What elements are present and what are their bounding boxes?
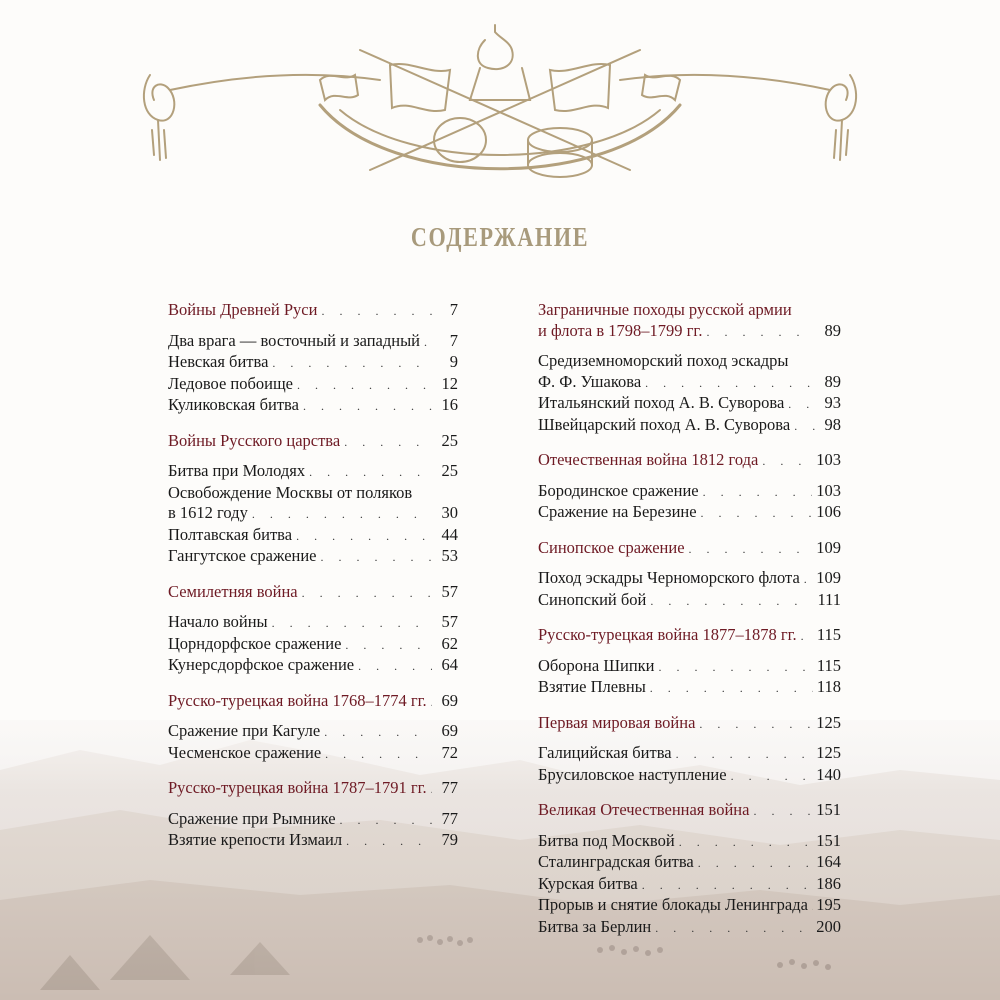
page-number: 89 xyxy=(824,371,841,391)
entry-title: Битва под Москвой xyxy=(538,830,675,850)
page-number: 140 xyxy=(816,764,841,784)
toc-section xyxy=(168,431,458,568)
section-title: Семилетняя война xyxy=(168,581,298,601)
dot-leader xyxy=(431,692,432,713)
toc-entry xyxy=(168,655,458,677)
entry-title: Итальянский поход А. В. Суворова xyxy=(538,393,785,412)
dot-leader xyxy=(645,373,815,394)
section-heading-line xyxy=(538,321,841,343)
toc-section xyxy=(538,800,841,938)
toc-entry xyxy=(538,372,841,394)
section-heading xyxy=(538,450,841,472)
section-title: Войны Русского царства xyxy=(168,430,341,450)
page-number: 93 xyxy=(824,393,841,412)
entry-title: Невская битва xyxy=(168,352,269,371)
toc-entry xyxy=(538,852,841,874)
toc-entry xyxy=(538,502,841,524)
page-number: 118 xyxy=(816,677,841,696)
entry-title: Ледовое побоище xyxy=(168,373,293,393)
page-number: 57 xyxy=(441,581,458,601)
page-number: 115 xyxy=(816,655,841,675)
toc-entry xyxy=(168,612,458,634)
dot-leader xyxy=(762,451,812,472)
page-number: 44 xyxy=(441,524,458,544)
toc-entry xyxy=(168,721,458,743)
section-heading xyxy=(538,713,841,735)
toc-section xyxy=(168,300,458,417)
entry-title: Бородинское сражение xyxy=(538,480,699,500)
entry-title: Оборона Шипки xyxy=(538,655,655,675)
toc-entry xyxy=(538,568,841,590)
dot-leader xyxy=(344,432,432,453)
entry-title: Куликовская битва xyxy=(168,395,299,414)
section-title: Войны Древней Руси xyxy=(168,300,318,319)
section-heading xyxy=(538,300,841,342)
page-number: 64 xyxy=(441,655,458,674)
entry-title: Гангутское сражение xyxy=(168,546,317,565)
entry-title: Ф. Ф. Ушакова xyxy=(538,371,642,391)
page-number: 109 xyxy=(816,537,841,557)
dot-leader xyxy=(272,613,432,634)
dot-leader xyxy=(794,416,815,437)
dot-leader xyxy=(424,332,432,353)
entry-title: Чесменское сражение xyxy=(168,742,322,762)
toc-entry xyxy=(168,809,458,831)
battle-landscape-illustration xyxy=(0,680,1000,1000)
section-title: Отечественная война 1812 года xyxy=(538,450,759,469)
toc-entry xyxy=(538,481,841,503)
section-title: Русско-турецкая война 1787–1791 гг. xyxy=(168,778,427,797)
section-title: Великая Отечественная война xyxy=(538,800,750,819)
entry-title: в 1612 году xyxy=(168,503,248,522)
toc-entry xyxy=(538,677,841,699)
page-number: 16 xyxy=(441,395,458,414)
section-heading-line: Заграничные походы русской армии xyxy=(538,300,792,319)
entry-title: Сталинградская битва xyxy=(538,852,694,871)
section-heading xyxy=(168,582,458,604)
dot-leader xyxy=(325,744,432,765)
page-number: 7 xyxy=(449,330,458,350)
page-number: 77 xyxy=(441,808,458,828)
page-number: 103 xyxy=(816,480,841,500)
page-number: 106 xyxy=(816,502,841,521)
toc-section xyxy=(538,713,841,787)
dot-leader xyxy=(297,375,432,396)
entry-title: Швейцарский поход А. В. Суворова xyxy=(538,414,791,434)
dot-leader xyxy=(272,353,432,374)
entry-title: Взятие Плевны xyxy=(538,677,646,696)
entry-title: Курская битва xyxy=(538,873,638,893)
toc-section xyxy=(168,691,458,765)
page-number: 9 xyxy=(449,352,458,371)
page-number: 186 xyxy=(816,873,841,893)
toc-entry xyxy=(538,831,841,853)
page-number: 109 xyxy=(816,568,841,587)
toc-entry xyxy=(538,874,841,896)
toc-entry xyxy=(168,352,458,374)
page-number: 57 xyxy=(441,612,458,631)
dot-leader xyxy=(679,832,813,853)
section-heading xyxy=(538,538,841,560)
dot-leader xyxy=(804,569,812,590)
dot-leader xyxy=(252,504,432,525)
page-number: 30 xyxy=(441,503,458,522)
section-heading xyxy=(168,691,458,713)
entry-title: Сражение при Рымнике xyxy=(168,808,336,828)
dot-leader xyxy=(801,626,813,647)
military-trophy-ornament-icon xyxy=(130,20,870,210)
page-number: 25 xyxy=(441,430,458,450)
dot-leader xyxy=(731,766,813,787)
section-title: и флота в 1798–1799 гг. xyxy=(538,320,703,340)
page-number: 53 xyxy=(441,546,458,565)
dot-leader xyxy=(701,503,813,524)
page-number: 25 xyxy=(441,461,458,480)
entry-title: Цорндорфское сражение xyxy=(168,633,342,653)
dot-leader xyxy=(321,547,433,568)
page-number: 111 xyxy=(817,589,841,609)
dot-leader xyxy=(296,526,432,547)
toc-entry xyxy=(168,525,458,547)
toc-entry xyxy=(538,895,841,917)
section-heading xyxy=(168,778,458,800)
page-title: СОДЕРЖАНИЕ xyxy=(410,222,590,252)
toc-section xyxy=(168,778,458,852)
toc-section xyxy=(168,582,458,677)
dot-leader xyxy=(655,918,812,939)
dot-leader xyxy=(650,678,813,699)
page-number: 89 xyxy=(824,320,841,340)
section-heading xyxy=(168,431,458,453)
toc-entry xyxy=(168,546,458,568)
page-number: 200 xyxy=(816,916,841,936)
dot-leader xyxy=(309,462,432,483)
section-title: Первая мировая война xyxy=(538,712,696,732)
dot-leader xyxy=(788,394,815,415)
dot-leader xyxy=(321,301,432,322)
dot-leader xyxy=(753,801,812,822)
toc-entry xyxy=(168,395,458,417)
page-number: 125 xyxy=(816,743,841,762)
toc-section xyxy=(538,625,841,699)
toc-section xyxy=(538,538,841,612)
toc-entry xyxy=(168,374,458,396)
toc-column-left xyxy=(168,300,458,866)
toc-entry xyxy=(538,590,841,612)
page-number: 62 xyxy=(441,633,458,653)
entry-title: Брусиловское наступление xyxy=(538,764,727,784)
toc-entry xyxy=(538,415,841,437)
dot-leader xyxy=(345,635,432,656)
dot-leader xyxy=(340,810,432,831)
toc-entry xyxy=(168,634,458,656)
section-title: Русско-турецкая война 1877–1878 гг. xyxy=(538,625,797,644)
toc-entry xyxy=(538,917,841,939)
dot-leader xyxy=(699,714,812,735)
page-number: 103 xyxy=(816,450,841,469)
entry-title: Поход эскадры Черноморского флота xyxy=(538,568,800,587)
dot-leader xyxy=(302,583,432,604)
entry-title: Синопский бой xyxy=(538,589,647,609)
dot-leader xyxy=(358,656,432,677)
page-number: 69 xyxy=(441,721,458,740)
toc-column-right xyxy=(538,300,841,952)
entry-title: Взятие крепости Измаил xyxy=(168,830,343,849)
entry-title: Кунерсдорфское сражение xyxy=(168,655,355,674)
page-number: 79 xyxy=(441,830,458,849)
page-number: 12 xyxy=(441,373,458,393)
toc-section xyxy=(538,300,841,436)
section-title: Синопское сражение xyxy=(538,537,685,557)
dot-leader xyxy=(431,779,432,800)
dot-leader xyxy=(324,722,432,743)
page-number: 77 xyxy=(441,778,458,797)
section-heading xyxy=(168,300,458,322)
page-number: 151 xyxy=(816,800,841,819)
toc-entry xyxy=(168,461,458,483)
dot-leader xyxy=(689,539,813,560)
entry-title: Галицийская битва xyxy=(538,743,672,762)
dot-leader xyxy=(659,657,813,678)
section-heading xyxy=(538,800,841,822)
page-number: 72 xyxy=(441,742,458,762)
dot-leader xyxy=(676,744,813,765)
toc-entry xyxy=(538,393,841,415)
toc-entry-line: Средиземноморский поход эскадры xyxy=(538,351,789,370)
entry-title: Сражение при Кагуле xyxy=(168,721,321,740)
toc-entry xyxy=(168,743,458,765)
toc-entry xyxy=(538,765,841,787)
page-number: 7 xyxy=(449,300,458,319)
entry-title: Начало войны xyxy=(168,612,268,631)
dot-leader xyxy=(346,831,432,852)
toc-section xyxy=(538,450,841,524)
dot-leader xyxy=(650,591,813,612)
entry-title: Битва за Берлин xyxy=(538,916,652,936)
toc-entry-line: Освобождение Москвы от поляков xyxy=(168,482,413,502)
dot-leader xyxy=(642,875,813,896)
entry-title: Полтавская битва xyxy=(168,524,293,544)
entry-title: Сражение на Березине xyxy=(538,502,697,521)
page-number: 115 xyxy=(816,625,841,644)
page-number: 98 xyxy=(824,414,841,434)
toc-entry xyxy=(168,331,458,353)
page-number: 164 xyxy=(816,852,841,871)
page-number: 125 xyxy=(816,712,841,732)
dot-leader xyxy=(706,322,815,343)
toc-entry xyxy=(168,503,458,525)
entry-title: Два врага — восточный и западный xyxy=(168,330,421,350)
page-number: 195 xyxy=(816,895,841,914)
toc-entry xyxy=(168,830,458,852)
page-number: 151 xyxy=(816,830,841,850)
entry-title: Прорыв и снятие блокады Ленинграда xyxy=(538,895,808,914)
section-heading xyxy=(538,625,841,647)
dot-leader xyxy=(703,482,813,503)
dot-leader xyxy=(303,396,432,417)
page-number: 69 xyxy=(441,690,458,710)
dot-leader xyxy=(698,853,812,874)
section-title: Русско-турецкая война 1768–1774 гг. xyxy=(168,690,427,710)
entry-title: Битва при Молодях xyxy=(168,461,306,480)
toc-entry xyxy=(538,656,841,678)
toc-entry xyxy=(538,743,841,765)
